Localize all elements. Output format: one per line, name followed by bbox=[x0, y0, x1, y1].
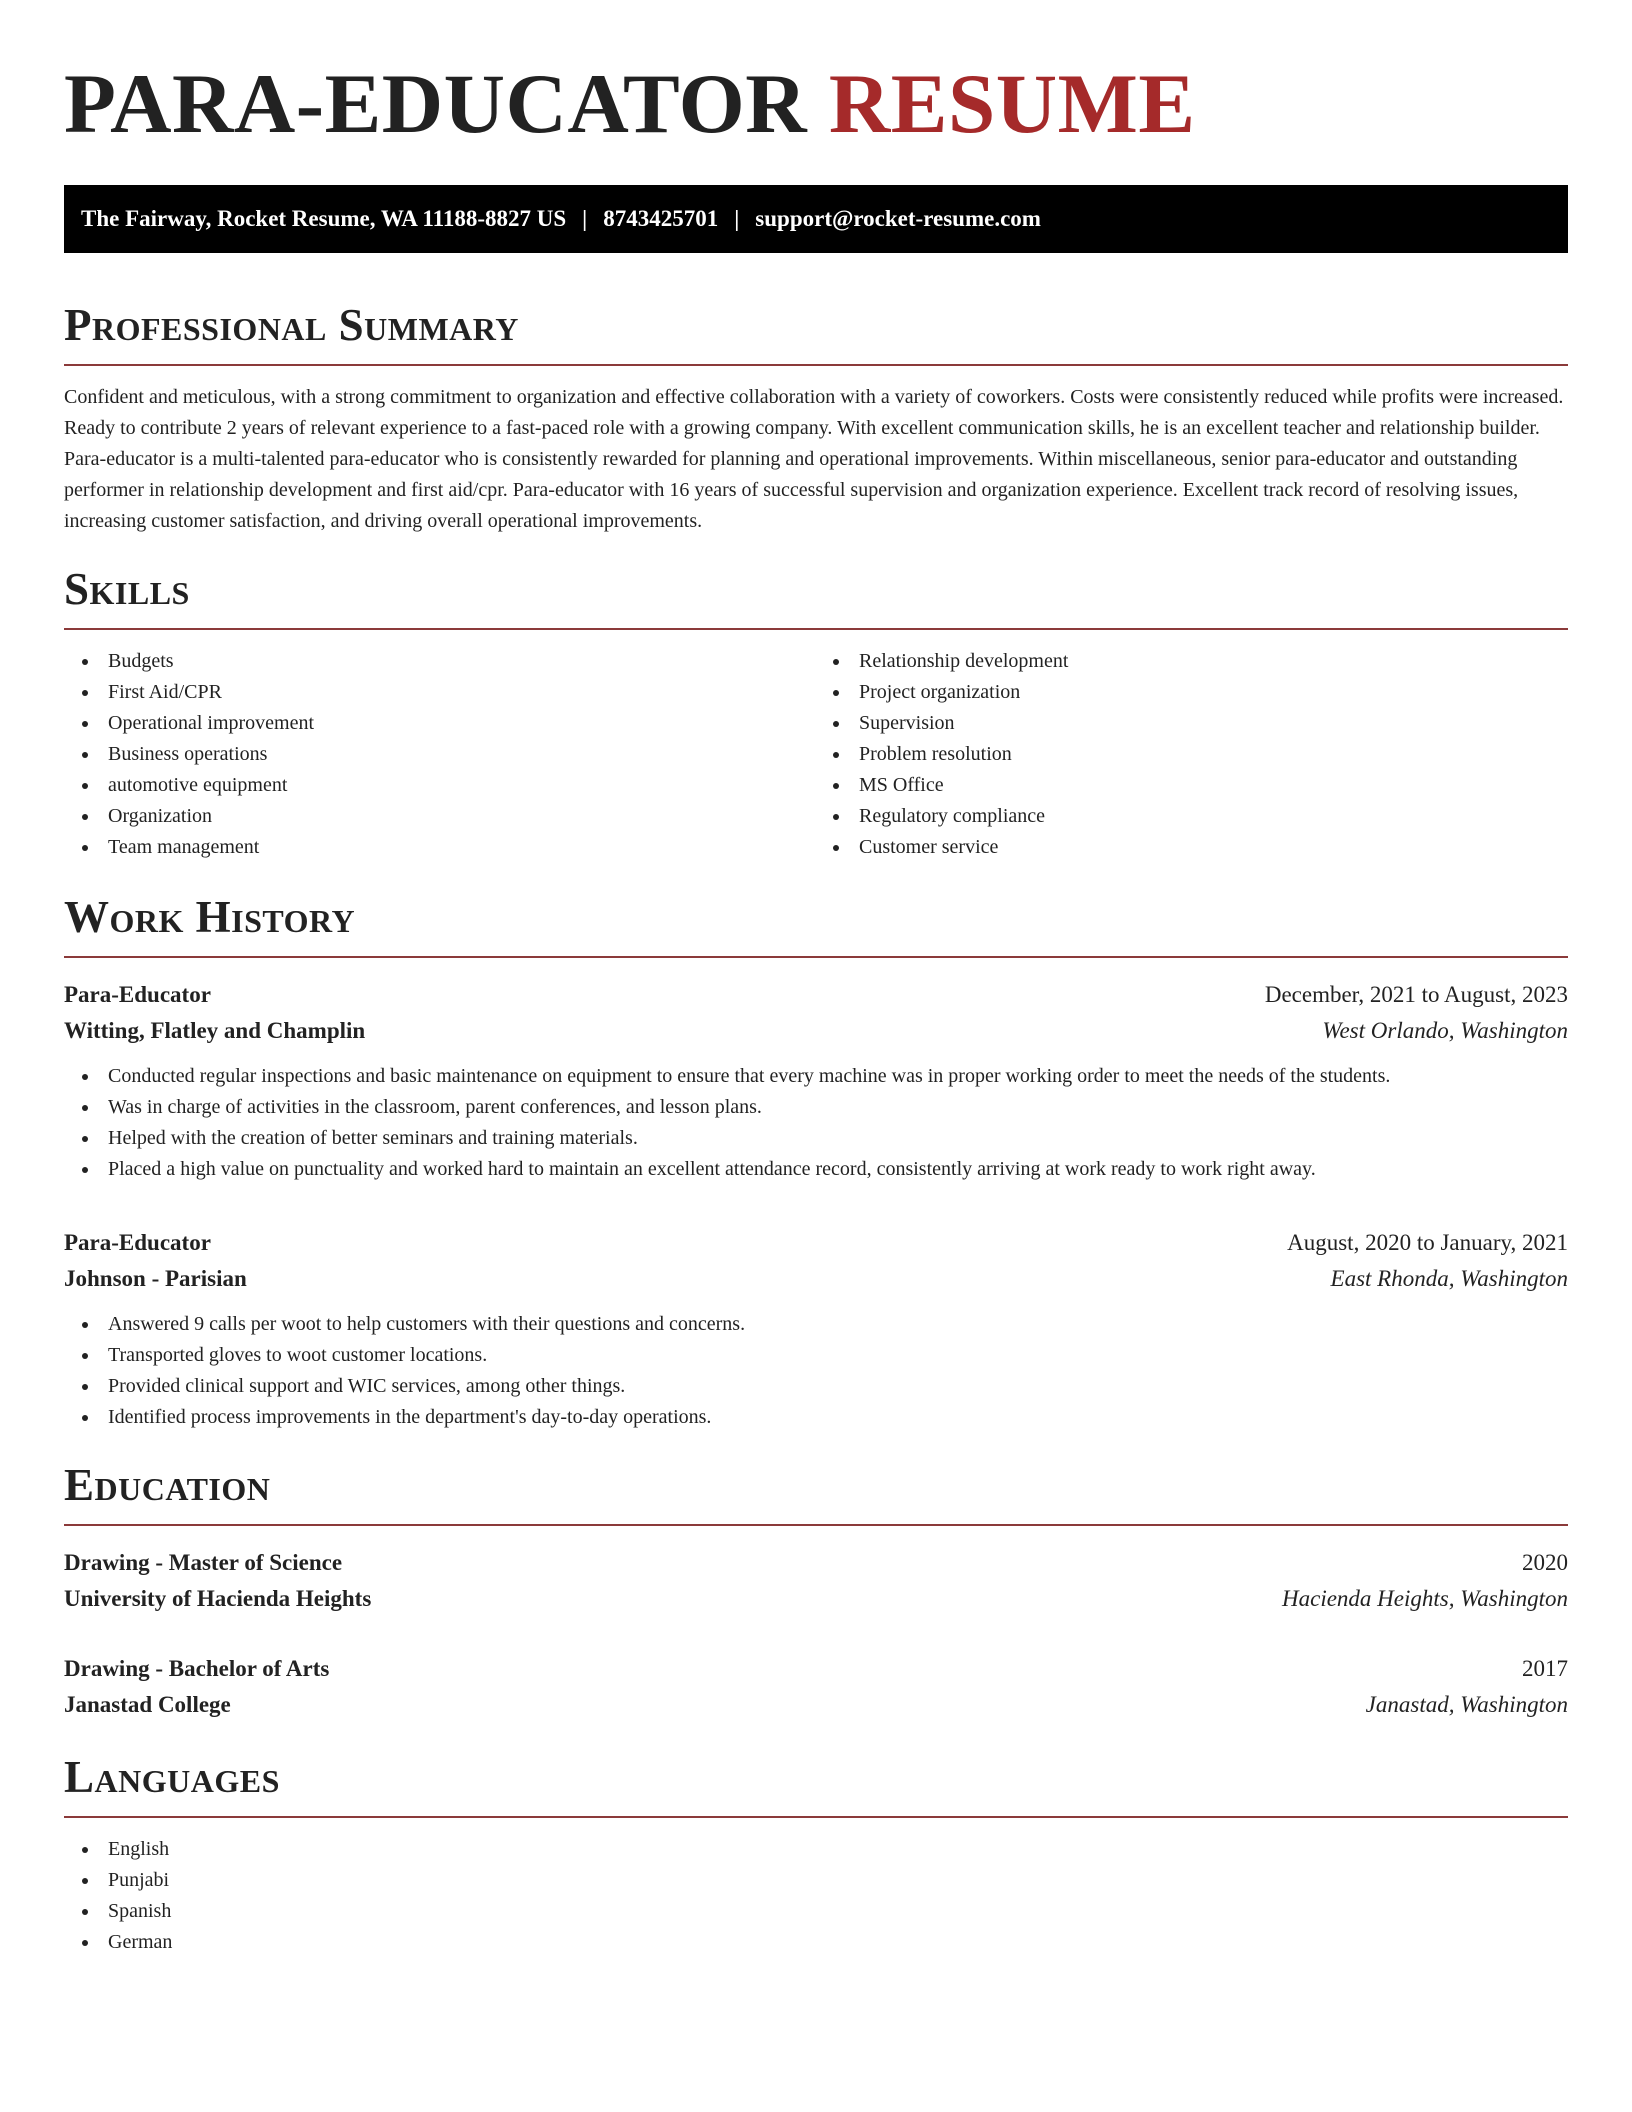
language-item: German bbox=[64, 1927, 1568, 1958]
education-year: 2017 bbox=[1522, 1656, 1568, 1681]
skills-list-left bbox=[64, 646, 816, 863]
job-location: West Orlando, Washington bbox=[1322, 1018, 1568, 1043]
skill-item: Business operations bbox=[64, 739, 816, 770]
education-year: 2020 bbox=[1522, 1550, 1568, 1575]
skill-item: Problem resolution bbox=[816, 739, 1568, 770]
job-dates: August, 2020 to January, 2021 bbox=[1287, 1230, 1568, 1255]
skill-item: Regulatory compliance bbox=[816, 801, 1568, 832]
contact-separator: | bbox=[734, 206, 740, 231]
job-dates: December, 2021 to August, 2023 bbox=[1264, 982, 1568, 1007]
job-header-row bbox=[64, 977, 1568, 1013]
skills-grid bbox=[64, 646, 1568, 863]
contact-bar bbox=[64, 185, 1568, 253]
work-history-heading: Work History bbox=[64, 895, 1568, 958]
skill-item: Customer service bbox=[816, 832, 1568, 863]
skill-item: Organization bbox=[64, 801, 816, 832]
education-school-row bbox=[64, 1687, 1568, 1723]
contact-phone: 8743425701 bbox=[603, 206, 719, 231]
job-title: Para-Educator bbox=[64, 982, 211, 1007]
skills-column-right bbox=[816, 646, 1568, 863]
job-bullet: Transported gloves to woot customer locations. bbox=[64, 1340, 1568, 1371]
skill-item: First Aid/CPR bbox=[64, 677, 816, 708]
job-company: Witting, Flatley and Champlin bbox=[64, 1018, 366, 1043]
summary-heading: Professional Summary bbox=[64, 303, 1568, 366]
job-company-row bbox=[64, 1261, 1568, 1297]
education-degree: Drawing - Bachelor of Arts bbox=[64, 1656, 330, 1681]
resume-title-main: PARA-EDUCATOR bbox=[64, 57, 808, 151]
skill-item: Budgets bbox=[64, 646, 816, 677]
job-bullet: Answered 9 calls per woot to help customers with their questions and concerns. bbox=[64, 1309, 1568, 1340]
job-bullet: Provided clinical support and WIC services, among other things. bbox=[64, 1371, 1568, 1402]
job-bullet: Helped with the creation of better seminars and training materials. bbox=[64, 1123, 1568, 1154]
education-school: University of Hacienda Heights bbox=[64, 1586, 372, 1611]
job-title: Para-Educator bbox=[64, 1230, 211, 1255]
language-item: Punjabi bbox=[64, 1865, 1568, 1896]
job-entry bbox=[64, 1225, 1568, 1433]
job-bullet: Placed a high value on punctuality and worked hard to maintain an excellent attendance record, consistently arriving at work ready to work right away. bbox=[64, 1154, 1568, 1185]
education-school: Janastad College bbox=[64, 1692, 231, 1717]
job-bullet: Identified process improvements in the department's day-to-day operations. bbox=[64, 1402, 1568, 1433]
skill-item: Relationship development bbox=[816, 646, 1568, 677]
skill-item: Operational improvement bbox=[64, 708, 816, 739]
languages-list bbox=[64, 1834, 1568, 1958]
job-bullets bbox=[64, 1309, 1568, 1433]
skills-column-left bbox=[64, 646, 816, 863]
job-header-row bbox=[64, 1225, 1568, 1261]
education-entry bbox=[64, 1545, 1568, 1617]
education-location: Hacienda Heights, Washington bbox=[1282, 1586, 1568, 1611]
education-degree-row bbox=[64, 1545, 1568, 1581]
language-item: English bbox=[64, 1834, 1568, 1865]
language-item: Spanish bbox=[64, 1896, 1568, 1927]
languages-heading: Languages bbox=[64, 1755, 1568, 1818]
job-company-row bbox=[64, 1013, 1568, 1049]
education-heading: Education bbox=[64, 1463, 1568, 1526]
skill-item: Project organization bbox=[816, 677, 1568, 708]
education-entry bbox=[64, 1651, 1568, 1723]
resume-title bbox=[64, 57, 1568, 151]
skills-list-right bbox=[816, 646, 1568, 863]
job-company: Johnson - Parisian bbox=[64, 1266, 247, 1291]
education-school-row bbox=[64, 1581, 1568, 1617]
skill-item: MS Office bbox=[816, 770, 1568, 801]
education-location: Janastad, Washington bbox=[1365, 1692, 1568, 1717]
skills-heading: Skills bbox=[64, 567, 1568, 630]
job-location: East Rhonda, Washington bbox=[1330, 1266, 1568, 1291]
skill-item: Supervision bbox=[816, 708, 1568, 739]
skill-item: automotive equipment bbox=[64, 770, 816, 801]
job-entry bbox=[64, 977, 1568, 1185]
education-degree: Drawing - Master of Science bbox=[64, 1550, 343, 1575]
skill-item: Team management bbox=[64, 832, 816, 863]
job-bullet: Conducted regular inspections and basic maintenance on equipment to ensure that every machine was in proper working order to meet the needs of the students. bbox=[64, 1061, 1568, 1092]
education-degree-row bbox=[64, 1651, 1568, 1687]
contact-address: The Fairway, Rocket Resume, WA 11188-8827 US bbox=[81, 206, 567, 231]
summary-text: Confident and meticulous, with a strong commitment to organization and effective collaboration with a variety of coworkers. Costs were consistently reduced while profits were increased. Ready to contribute 2 years of relevant experience to a fast-paced role with a growing company. With excellent communication skills, he is an excellent teacher and relationship builder. Para-educator is a multi-talented para-educator who is consistently rewarded for planning and operational improvements. Within miscellaneous, senior para-educator and outstanding performer in relationship development and first aid/cpr. Para-educator with 16 years of successful supervision and organization experience. Excellent track record of resolving issues, increasing customer satisfaction, and driving overall operational improvements. bbox=[64, 386, 1564, 532]
resume-title-accent: RESUME bbox=[828, 57, 1196, 151]
job-bullets bbox=[64, 1061, 1568, 1185]
job-bullet: Was in charge of activities in the classroom, parent conferences, and lesson plans. bbox=[64, 1092, 1568, 1123]
contact-separator: | bbox=[582, 206, 588, 231]
contact-email: support@rocket-resume.com bbox=[755, 206, 1041, 231]
